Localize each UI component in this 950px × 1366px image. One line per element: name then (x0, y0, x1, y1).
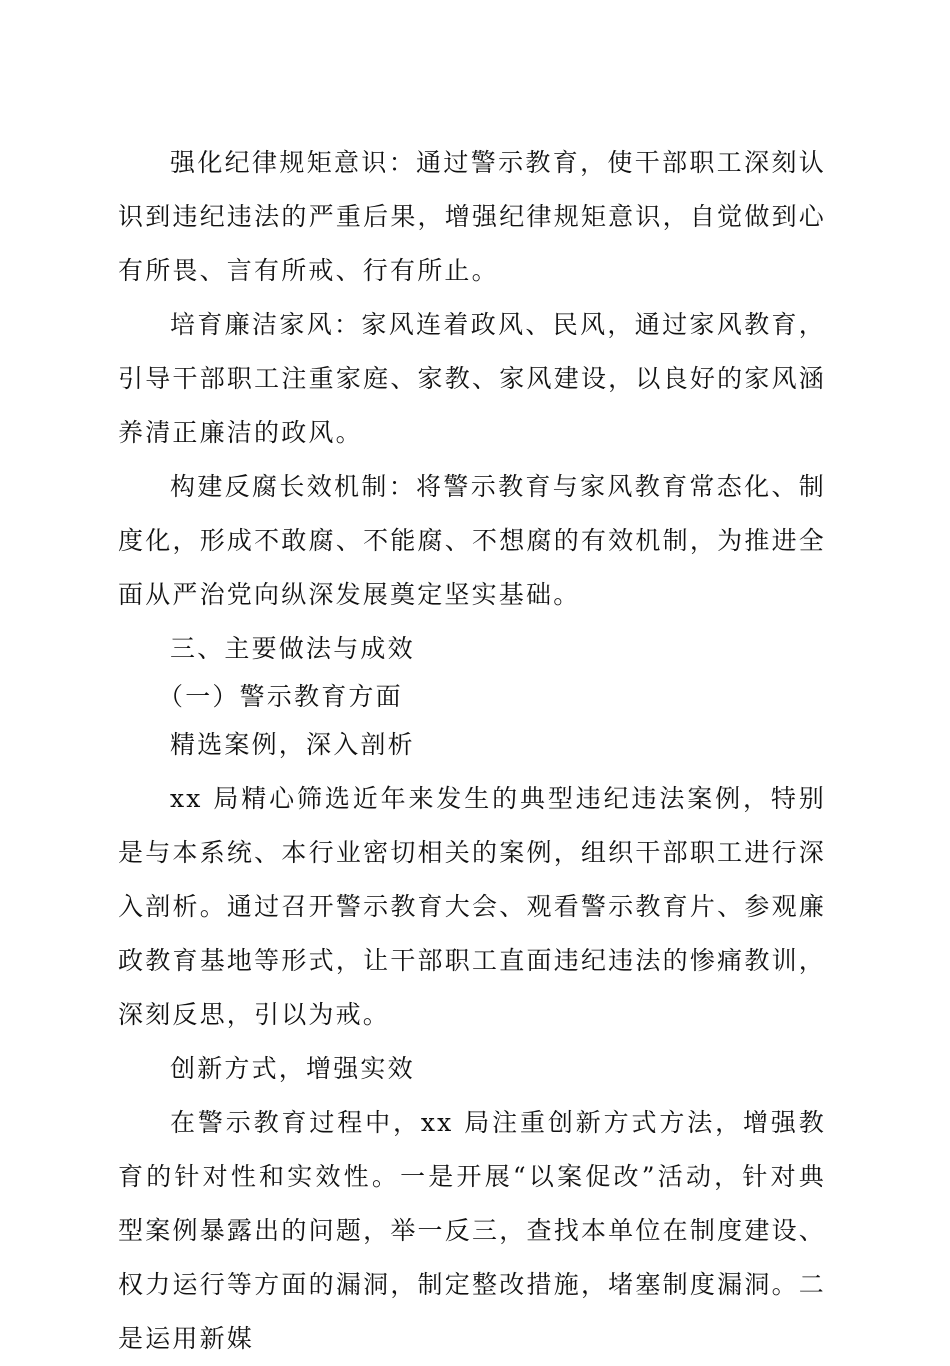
paragraph-discipline-awareness: 强化纪律规矩意识：通过警示教育，使干部职工深刻认识到违纪违法的严重后果，增强纪律规矩意识，自觉做到心有所畏、言有所戒、行有所止。 (118, 148, 826, 285)
paragraph-case-analysis: xx 局精心筛选近年来发生的典型违纪违法案例，特别是与本系统、本行业密切相关的案例，组织干部职工进行深入剖析。通过召开警示教育大会、观看警示教育片、参观廉政教育基地等形式，让干部职工直面违纪违法的惨痛教训，深刻反思，引以为戒。 (118, 784, 826, 1029)
paragraph-anti-corruption-mechanism: 构建反腐长效机制：将警示教育与家风教育常态化、制度化，形成不敢腐、不能腐、不想腐的有效机制，为推进全面从严治党向纵深发展奠定坚实基础。 (118, 472, 826, 609)
subsection-heading: （一）警示教育方面 (158, 682, 403, 711)
item-title-innovation: 创新方式，增强实效 (170, 1054, 415, 1083)
section-heading: 三、主要做法与成效 (170, 634, 415, 663)
document-page (118, 136, 826, 1366)
paragraph-clean-family-style: 培育廉洁家风：家风连着政风、民风，通过家风教育，引导干部职工注重家庭、家教、家风建设，以良好的家风涵养清正廉洁的政风。 (118, 310, 826, 447)
paragraph-innovation: 在警示教育过程中，xx 局注重创新方式方法，增强教育的针对性和实效性。一是开展“以案促改”活动，针对典型案例暴露出的问题，举一反三，查找本单位在制度建设、权力运行等方面的漏洞，制定整改措施，堵塞制度漏洞。二是运用新媒 (118, 1108, 826, 1353)
item-title-case-analysis: 精选案例，深入剖析 (170, 730, 415, 759)
